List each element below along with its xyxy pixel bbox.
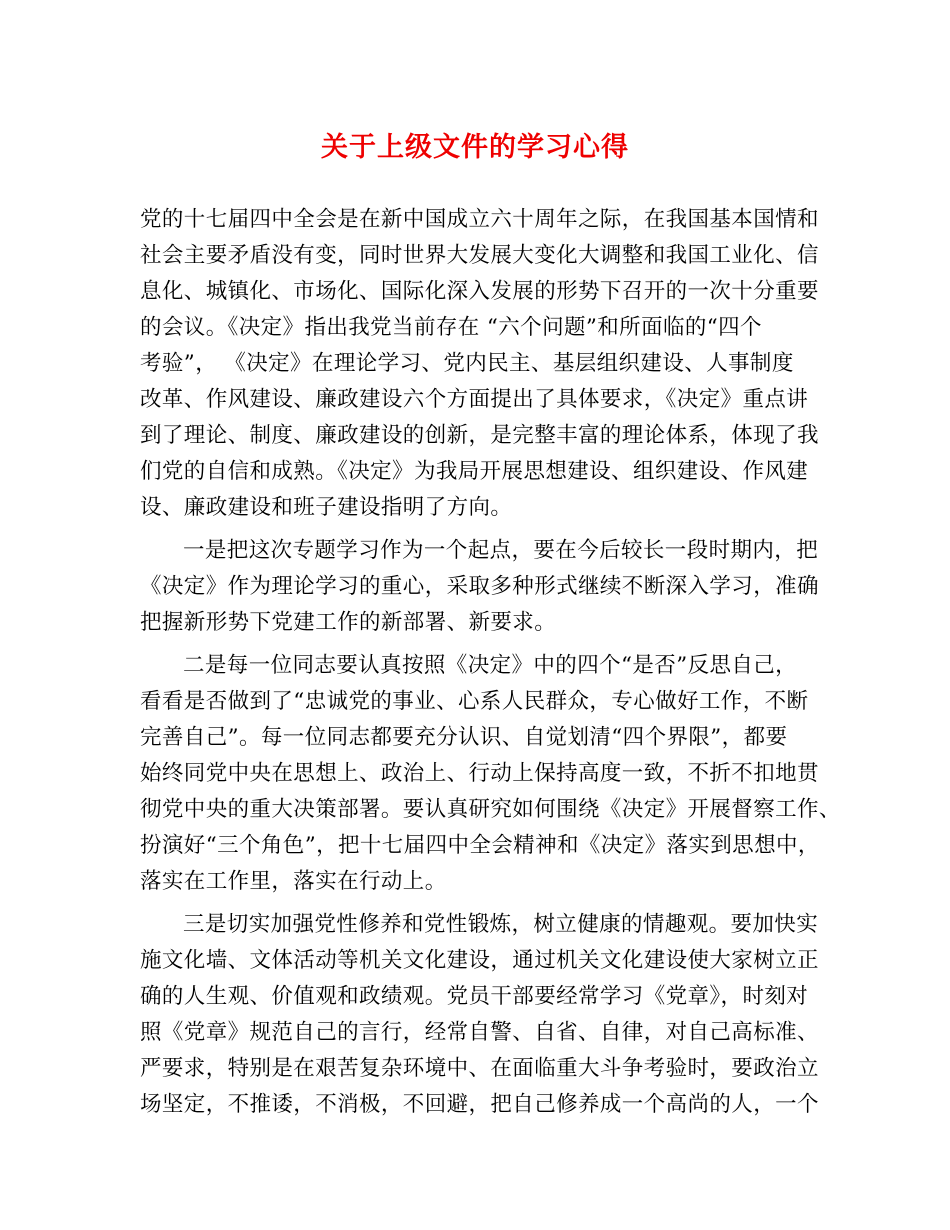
text-line: 照《党章》规范自己的言行，经常自警、自省、自律，对自己高标准、 <box>140 1020 819 1045</box>
paragraph-point-three <box>140 907 820 1123</box>
text-line: 社会主要矛盾没有变，同时世界大发展大变化大调整和我国工业化、信 <box>140 243 819 268</box>
document-body <box>140 202 841 1123</box>
text-line: 场坚定，不推诿，不消极，不回避，把自己修养成一个高尚的人，一个 <box>140 1092 819 1117</box>
text-line: 完善自己”。每一位同志都要充分认识、自觉划清“四个界限”，都要 <box>140 725 788 750</box>
text-line: 把握新形势下党建工作的新部署、新要求。 <box>140 610 557 635</box>
text-line: 二是每一位同志要认真按照《决定》中的四个“是否”反思自己， <box>183 653 798 678</box>
text-line: 扮演好“三个角色”，把十七届四中全会精神和《决定》落实到思想中， <box>140 833 820 858</box>
text-line: 息化、城镇化、市场化、国际化深入发展的形势下召开的一次十分重要 <box>140 279 819 304</box>
text-line: 确的人生观、价值观和政绩观。党员干部要经常学习《党章》，时刻对 <box>140 984 809 1009</box>
text-line: 《决定》作为理论学习的重心，采取多种形式继续不断深入学习，准确 <box>140 574 819 599</box>
paragraph-intro <box>140 202 820 526</box>
text-line: 党的十七届四中全会是在新中国成立六十周年之际，在我国基本国情和 <box>140 207 819 232</box>
text-line: 始终同党中央在思想上、政治上、行动上保持高度一致，不折不扣地贯 <box>140 761 819 786</box>
text-line: 彻党中央的重大决策部署。要认真研究如何围绕《决定》开展督察工作、 <box>140 797 841 822</box>
text-line: 改革、作风建设、廉政建设六个方面提出了具体要求，《决定》重点讲 <box>140 387 809 412</box>
paragraph-point-one <box>140 533 820 641</box>
text-line: 严要求，特别是在艰苦复杂环境中、在面临重大斗争考验时，要政治立 <box>140 1056 819 1081</box>
text-line: 三是切实加强党性修养和党性锻炼，树立健康的情趣观。要加快实 <box>183 912 819 937</box>
document-title: 关于上级文件的学习心得 <box>321 132 629 163</box>
text-line: 落实在工作里，落实在行动上。 <box>140 869 447 894</box>
text-line: 考验”， 《决定》在理论学习、党内民主、基层组织建设、人事制度 <box>140 351 794 376</box>
paragraph-point-two <box>140 648 841 900</box>
text-line: 到了理论、制度、廉政建设的创新，是完整丰富的理论体系，体现了我 <box>140 423 819 448</box>
text-line: 的会议。《决定》指出我党当前存在 “六个问题”和所面临的“四个 <box>140 315 762 340</box>
text-line: 一是把这次专题学习作为一个起点，要在今后较长一段时期内，把 <box>183 538 819 563</box>
text-line: 设、廉政建设和班子建设指明了方向。 <box>140 495 513 520</box>
text-line: 们党的自信和成熟。《决定》为我局开展思想建设、组织建设、作风建 <box>140 459 809 484</box>
text-line: 看看是否做到了“忠诚党的事业、心系人民群众，专心做好工作，不断 <box>140 689 809 714</box>
text-line: 施文化墙、文体活动等机关文化建设，通过机关文化建设使大家树立正 <box>140 948 819 973</box>
